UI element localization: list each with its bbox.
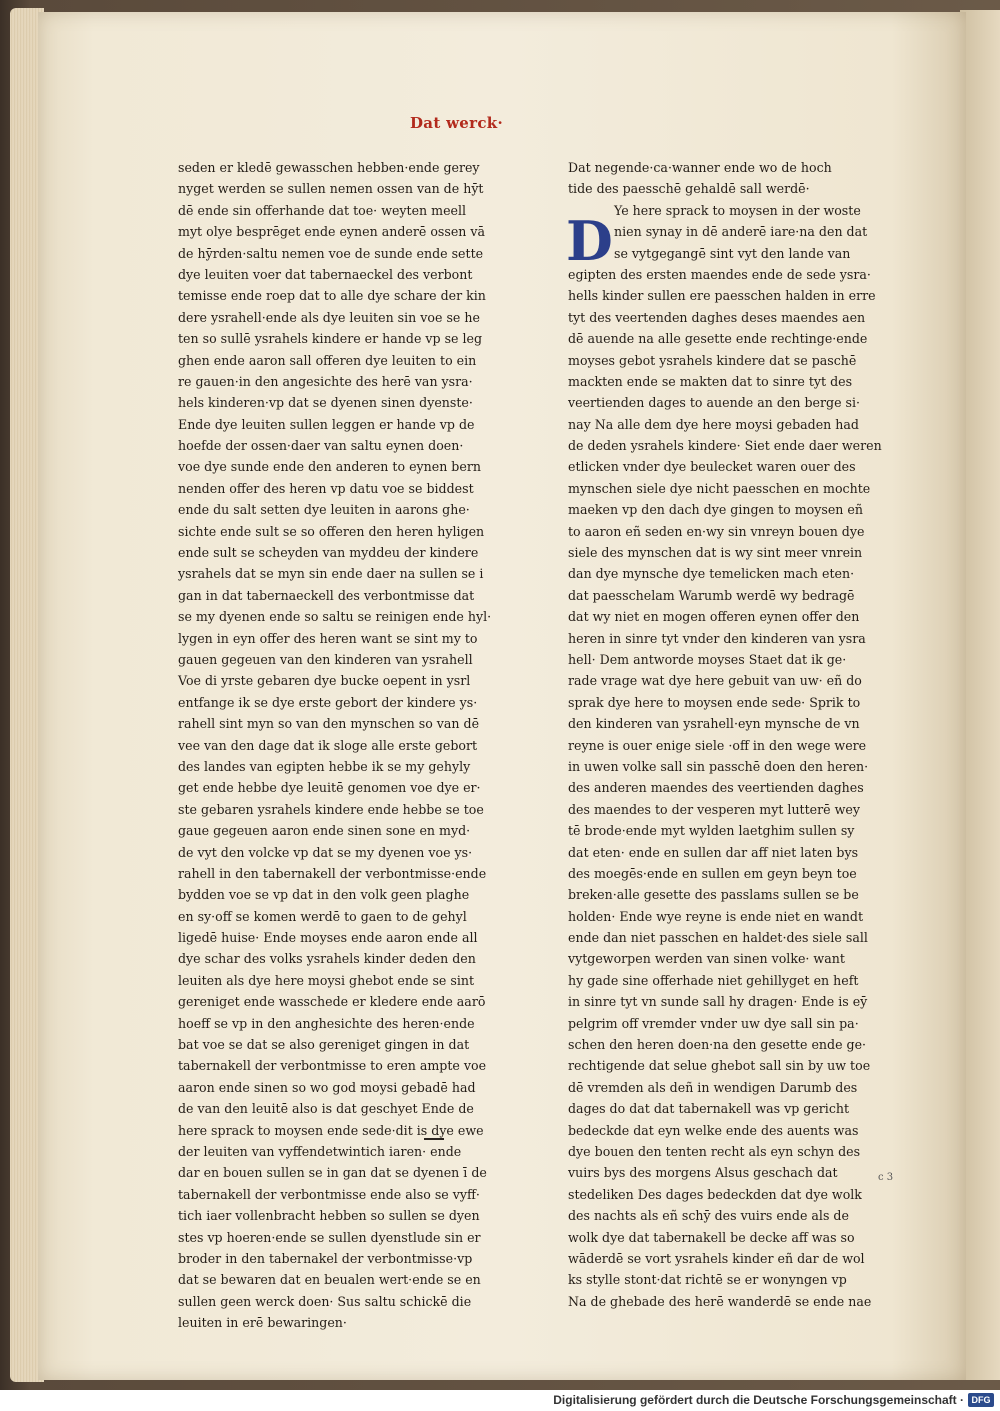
text-line: dat eten· ende en sullen dar aff niet laten bys [568,844,859,860]
text-line: seden er kledē gewasschen hebben·ende gerey [178,160,480,175]
text-line: nyget werden se sullen nemen ossen van de hȳt [178,181,484,197]
text-line: sprak dye here to moysen ende sede· Sprik to [568,694,861,710]
text-line: stes vp hoeren·ende se sullen dyenstlude sin er [178,1229,481,1245]
text-line: se vytgegangē sint vyt den lande van [614,245,851,261]
text-line: maeken vp den dach dye gingen to moysen eñ [568,502,863,518]
text-line: tē brode·ende myt wylden laetghim sullen sy [568,823,855,839]
text-line: dat se bewaren dat en beualen wert·ende se en [178,1272,481,1288]
text-line: ste gebaren ysrahels kindere ende hebbe se toe [178,801,484,817]
text-line: hells kinder sullen ere paesschen halden in erre [568,288,876,304]
text-line: in uwen volke sall sin passchē doen den heren· [568,758,869,774]
text-line: lygen in eyn offer des heren want se sint my to [178,630,478,646]
text-line: vee van den dage dat ik sloge alle erste gebort [178,737,478,753]
text-line: hell· Dem antworde moyses Staet dat ik ge· [568,651,847,667]
text-line: dan dye mynsche dye temelicken mach eten· [568,566,855,582]
text-line: Voe di yrste gebaren dye bucke oepent in ysrl [178,673,471,689]
footer-credit: Digitalisierung gefördert durch die Deutsche Forschungsgemeinschaft · [553,1393,964,1407]
text-line: tabernakell der verbontmisse to eren ampte voe [178,1058,487,1074]
right-text-column [568,157,908,1312]
text-line: get ende hebbe dye leuitē genomen voe dye er· [178,780,481,796]
text-line: Na de ghebade des herē wanderdē se ende nae [568,1293,872,1309]
text-line: entfange ik se dye erste gebort der kindere ys· [178,694,478,710]
text-line: leuiten als dye here moysi ghebot ende se sint [178,972,475,988]
text-line: en sy·off se komen werdē to gaen to de gehyl [178,908,467,924]
text-line: here sprack to moysen ende sede·dit is dye ewe [178,1122,484,1138]
text-line: des nachts als eñ schȳ des vuirs ende als de [568,1208,849,1224]
text-line: hy gade sine offerhade niet gehillyget en heft [568,972,859,988]
text-line: reyne is ouer enige siele ·off in den wege were [568,737,867,753]
text-line: aaron ende sinen so wo god moysi gebadē had [178,1079,476,1095]
text-line: ligedē huise· Ende moyses ende aaron ende all [178,930,478,946]
text-line: nenden offer des heren vp datu voe se biddest [178,480,474,496]
text-line: des maendes to der vesperen myt lutterē wey [568,801,860,817]
text-line: dat paesschelam Warumb werdē wy bedragē [568,587,855,603]
text-line: etlicken vnder dye beulecket waren ouer des [568,459,856,475]
text-line: re gauen·in den angesichte des herē van ysra· [178,373,473,389]
text-line: Ende dye leuiten sullen leggen er hande vp de [178,416,475,432]
text-line: bat voe se dat se also gereniget gingen in dat [178,1037,470,1053]
text-line: stedeliken Des dages bedeckden dat dye wolk [568,1186,862,1202]
text-line: veertienden dages to auende an den berge si· [568,395,861,411]
dfg-logo: DFG [968,1393,994,1407]
text-line: gan in dat tabernaeckell des verbontmisse dat [178,587,475,603]
text-line: wolk dye dat tabernakell be decke aff was so [568,1229,855,1245]
text-line: de hȳrden·saltu nemen voe de sunde ende sette [178,245,484,261]
text-line: siele des mynschen dat is wy sint meer vnrein [568,545,863,561]
text-line: rechtigende dat selue ghebot sall sin by uw toe [568,1058,871,1074]
text-line: hoeff se vp in den anghesichte des heren·ende [178,1015,475,1031]
running-head: Dat werck· [410,114,503,132]
text-line: pelgrim off vremder vnder uw dye sall sin pa· [568,1015,859,1031]
text-line: bydden voe se vp dat in den volk geen plaghe [178,887,470,903]
text-line: der leuiten van vyffendetwintich iaren· ende [178,1143,462,1159]
text-line: dages do dat dat tabernakell was vp gericht [568,1101,850,1117]
text-line: bedeckde dat eyn welke ende des auents was [568,1122,859,1138]
text-line: des moegēs·ende en sullen em geyn beyn toe [568,865,857,881]
text-line: nay Na alle dem dye here moysi gebaden had [568,416,859,432]
text-line: tabernakell der verbontmisse ende also se vyff· [178,1186,480,1202]
text-line: moyses gebot ysrahels kindere dat se paschē [568,352,857,368]
footer-bar [0,1390,1000,1411]
catchmark-line [424,1138,444,1140]
text-line: dye leuiten voer dat tabernaeckel des verbont [178,266,473,282]
text-line: de deden ysrahels kindere· Siet ende daer weren [568,438,882,454]
text-line: ende dan niet passchen en haldet·des siele sall [568,930,868,946]
text-line: leuiten in erē bewaringen· [178,1315,347,1331]
text-line: gaue gegeuen aaron ende sinen sone en myd· [178,823,471,839]
text-line: tide des paesschē gehaldē sall werdē· [568,181,810,197]
folio-signature: c 3 [878,1172,894,1183]
facing-page-edge [960,10,1000,1380]
text-line: sichte ende sult se so offeren den heren hyligen [178,523,485,539]
text-line: dar en bouen sullen se in gan dat se dyenen ī de [178,1165,487,1181]
text-line: dē ende sin offerhande dat toe· weyten meell [178,202,467,218]
text-line: rade vrage wat dye here gebuit van uw· eñ do [568,673,862,689]
text-line: ysrahels dat se myn sin ende daer na sullen se i [178,566,484,582]
text-line: ks stylle stont·dat richtē se er wonyngen vp [568,1272,847,1288]
text-line: Dat negende·ca·wanner ende wo de hoch [568,160,832,175]
text-line: dere ysrahell·ende als dye leuiten sin voe se he [178,309,480,325]
text-line: ende sult se scheyden van myddeu der kindere [178,545,479,561]
text-line: egipten des ersten maendes ende de sede ysra· [568,266,871,282]
text-line: myt olye besprēget ende eynen anderē ossen vā [178,224,486,240]
text-line: gereniget ende wasschede er kledere ende aarō [178,994,486,1010]
text-line: in sinre tyt vn sunde sall hy dragen· Ende is eȳ [568,994,868,1010]
text-line: den kinderen van ysrahell·eyn mynsche de vn [568,716,860,732]
text-line: dē auende na alle gesette ende rechtinge·ende [568,331,868,347]
text-line: de vyt den volcke vp dat se my dyenen voe ys· [178,844,473,860]
text-line: voe dye sunde ende den anderen to eynen bern [178,459,481,475]
text-line: Ye here sprack to moysen in der woste [614,202,861,218]
text-line: vytgeworpen werden van sinen volke· want [568,951,845,967]
text-line: dat wy niet en mogen offeren eynen offer den [568,609,860,625]
text-line: dye bouen den tenten recht als eyn schyn des [568,1143,861,1159]
text-line: temisse ende roep dat to alle dye schare der kin [178,288,486,304]
text-line: ten so sullē ysrahels kindere er hande vp se leg [178,331,483,347]
text-line: des anderen maendes des veertienden daghes [568,780,864,796]
text-line: rahell sint myn so van den mynschen so van dē [178,716,480,732]
text-line: breken·alle gesette des passlams sullen se be [568,887,859,903]
text-line: mackten ende se makten dat to sinre tyt des [568,373,853,389]
text-line: gauen gegeuen van den kinderen van ysrahell [178,651,473,667]
text-line: tyt des veertenden daghes deses maendes aen [568,309,866,325]
text-line: hels kinderen·vp dat se dyenen sinen dyenste· [178,395,473,411]
decorated-initial: D [566,209,613,273]
text-line: dye schar des volks ysrahels kinder deden den [178,951,476,967]
text-line: de van den leuitē also is dat geschyet Ende de [178,1101,474,1117]
text-line: mynschen siele dye nicht paesschen en mochte [568,480,871,496]
text-line: holden· Ende wye reyne is ende niet en wandt [568,908,863,924]
text-line: ende du salt setten dye leuiten in aarons ghe· [178,502,470,518]
left-text-column [178,157,518,1333]
text-line: ghen ende aaron sall offeren dye leuiten to ein [178,352,477,368]
text-line: schen den heren doen·na den gesette ende ge· [568,1037,867,1053]
text-line: rahell in den tabernakell der verbontmisse·ende [178,865,487,881]
text-line: se my dyenen ende so saltu se reinigen ende hyl· [178,609,492,625]
text-line: heren in sinre tyt vnder den kinderen van ysra [568,630,866,646]
text-line: tich iaer vollenbracht hebben so sullen se dyen [178,1208,480,1224]
text-line: hoefde der ossen·daer van saltu eynen doen· [178,438,464,454]
text-line: dē vremden als deñ in wendigen Darumb des [568,1079,858,1095]
text-line: sullen geen werck doen· Sus saltu schickē die [178,1293,472,1309]
text-line: broder in den tabernakel der verbontmisse·vp [178,1250,473,1266]
text-line: to aaron eñ seden en·wy sin vnreyn bouen dye [568,523,865,539]
text-line: nien synay in dē anderē iare·na den dat [614,224,868,240]
text-line: des landes van egipten hebbe ik se my gehyly [178,758,471,774]
text-line: wāderdē se vort ysrahels kinder eñ dar de wol [568,1250,865,1266]
text-line: vuirs bys des morgens Alsus geschach dat [568,1165,838,1181]
